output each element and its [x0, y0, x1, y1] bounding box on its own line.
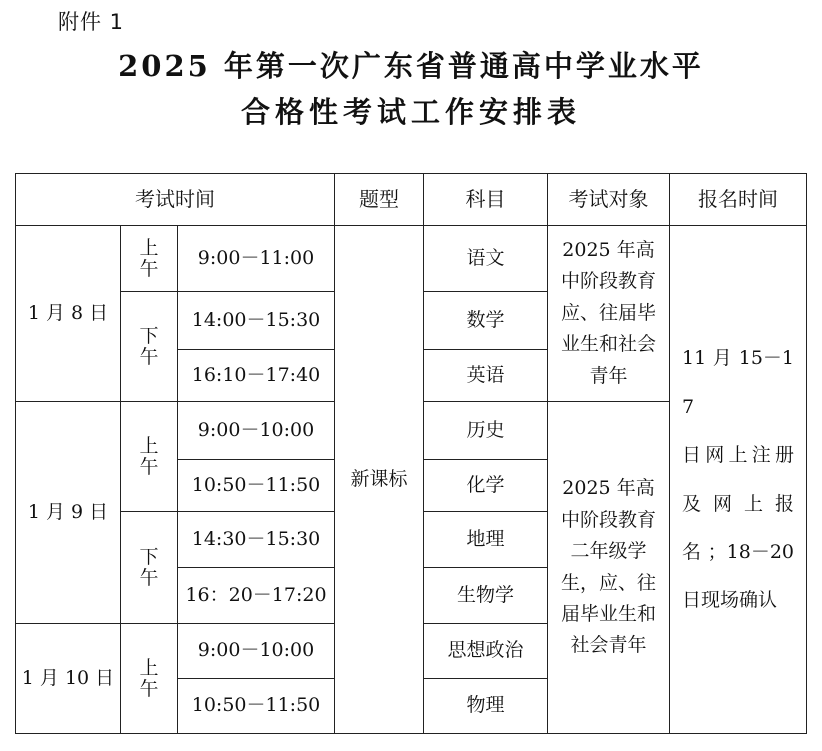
- registration-time-text: [670, 334, 806, 625]
- registration-line: 日现场确认: [682, 589, 778, 612]
- subject-cell: 化学: [424, 460, 548, 512]
- subject-cell: 思想政治: [424, 624, 548, 679]
- registration-line: 日网上注册: [682, 444, 794, 467]
- registration-time-cell: [670, 226, 807, 734]
- registration-line: 11 月 15－17: [682, 347, 794, 418]
- question-type-cell: 新课标: [335, 226, 424, 734]
- table-row: [16, 226, 807, 292]
- time-slot-cell: 9:00－10:00: [178, 624, 335, 679]
- period-cell: [121, 292, 178, 402]
- period-label: 下午: [139, 324, 159, 368]
- period-label: 上午: [139, 236, 159, 280]
- time-slot-cell: 14:00－15:30: [178, 292, 335, 350]
- day-cell: 1 月 9 日: [16, 402, 121, 624]
- registration-line: 及 网 上 报: [682, 492, 794, 515]
- subject-cell: 历史: [424, 402, 548, 460]
- exam-target-text: 2025 年高中阶段教育应、往届毕业生和社会青年: [560, 239, 656, 387]
- time-slot-cell: 10:50－11:50: [178, 460, 335, 512]
- day-cell: 1 月 10 日: [16, 624, 121, 734]
- period-cell: [121, 226, 178, 292]
- subject-cell: 生物学: [424, 568, 548, 624]
- header-question-type: 题型: [335, 174, 424, 226]
- header-registration-time: 报名时间: [670, 174, 807, 226]
- subject-cell: 英语: [424, 350, 548, 402]
- header-row: [16, 174, 807, 226]
- period-cell: [121, 512, 178, 624]
- header-exam-target: 考试对象: [548, 174, 670, 226]
- time-slot-cell: 14:30－15:30: [178, 512, 335, 568]
- attachment-label: 附件 1: [58, 10, 125, 34]
- time-slot-cell: 9:00－10:00: [178, 402, 335, 460]
- subject-cell: 物理: [424, 679, 548, 734]
- header-exam-time: 考试时间: [16, 174, 335, 226]
- day-cell: 1 月 8 日: [16, 226, 121, 402]
- period-label: 下午: [139, 545, 159, 589]
- period-label: 上午: [139, 656, 159, 700]
- exam-target-cell: [548, 226, 670, 402]
- time-slot-cell: 16:10－17:40: [178, 350, 335, 402]
- period-label: 上午: [139, 434, 159, 478]
- time-slot-cell: 10:50－11:50: [178, 679, 335, 734]
- period-cell: [121, 624, 178, 734]
- subject-cell: 数学: [424, 292, 548, 350]
- period-cell: [121, 402, 178, 512]
- subject-cell: 地理: [424, 512, 548, 568]
- subject-cell: 语文: [424, 226, 548, 292]
- document-title-line-2: 合格性考试工作安排表: [240, 95, 581, 129]
- exam-schedule-table: [15, 173, 807, 734]
- exam-target-text: 2025 年高中阶段教育二年级学生，应、往届毕业生和社会青年: [560, 477, 656, 657]
- time-slot-cell: 16：20－17:20: [178, 568, 335, 624]
- document-title-line-1: 2025 年第一次广东省普通高中学业水平: [118, 49, 704, 83]
- exam-target-cell: [548, 402, 670, 734]
- registration-line: 名；18－20: [682, 540, 794, 563]
- time-slot-cell: 9:00－11:00: [178, 226, 335, 292]
- header-subject: 科目: [424, 174, 548, 226]
